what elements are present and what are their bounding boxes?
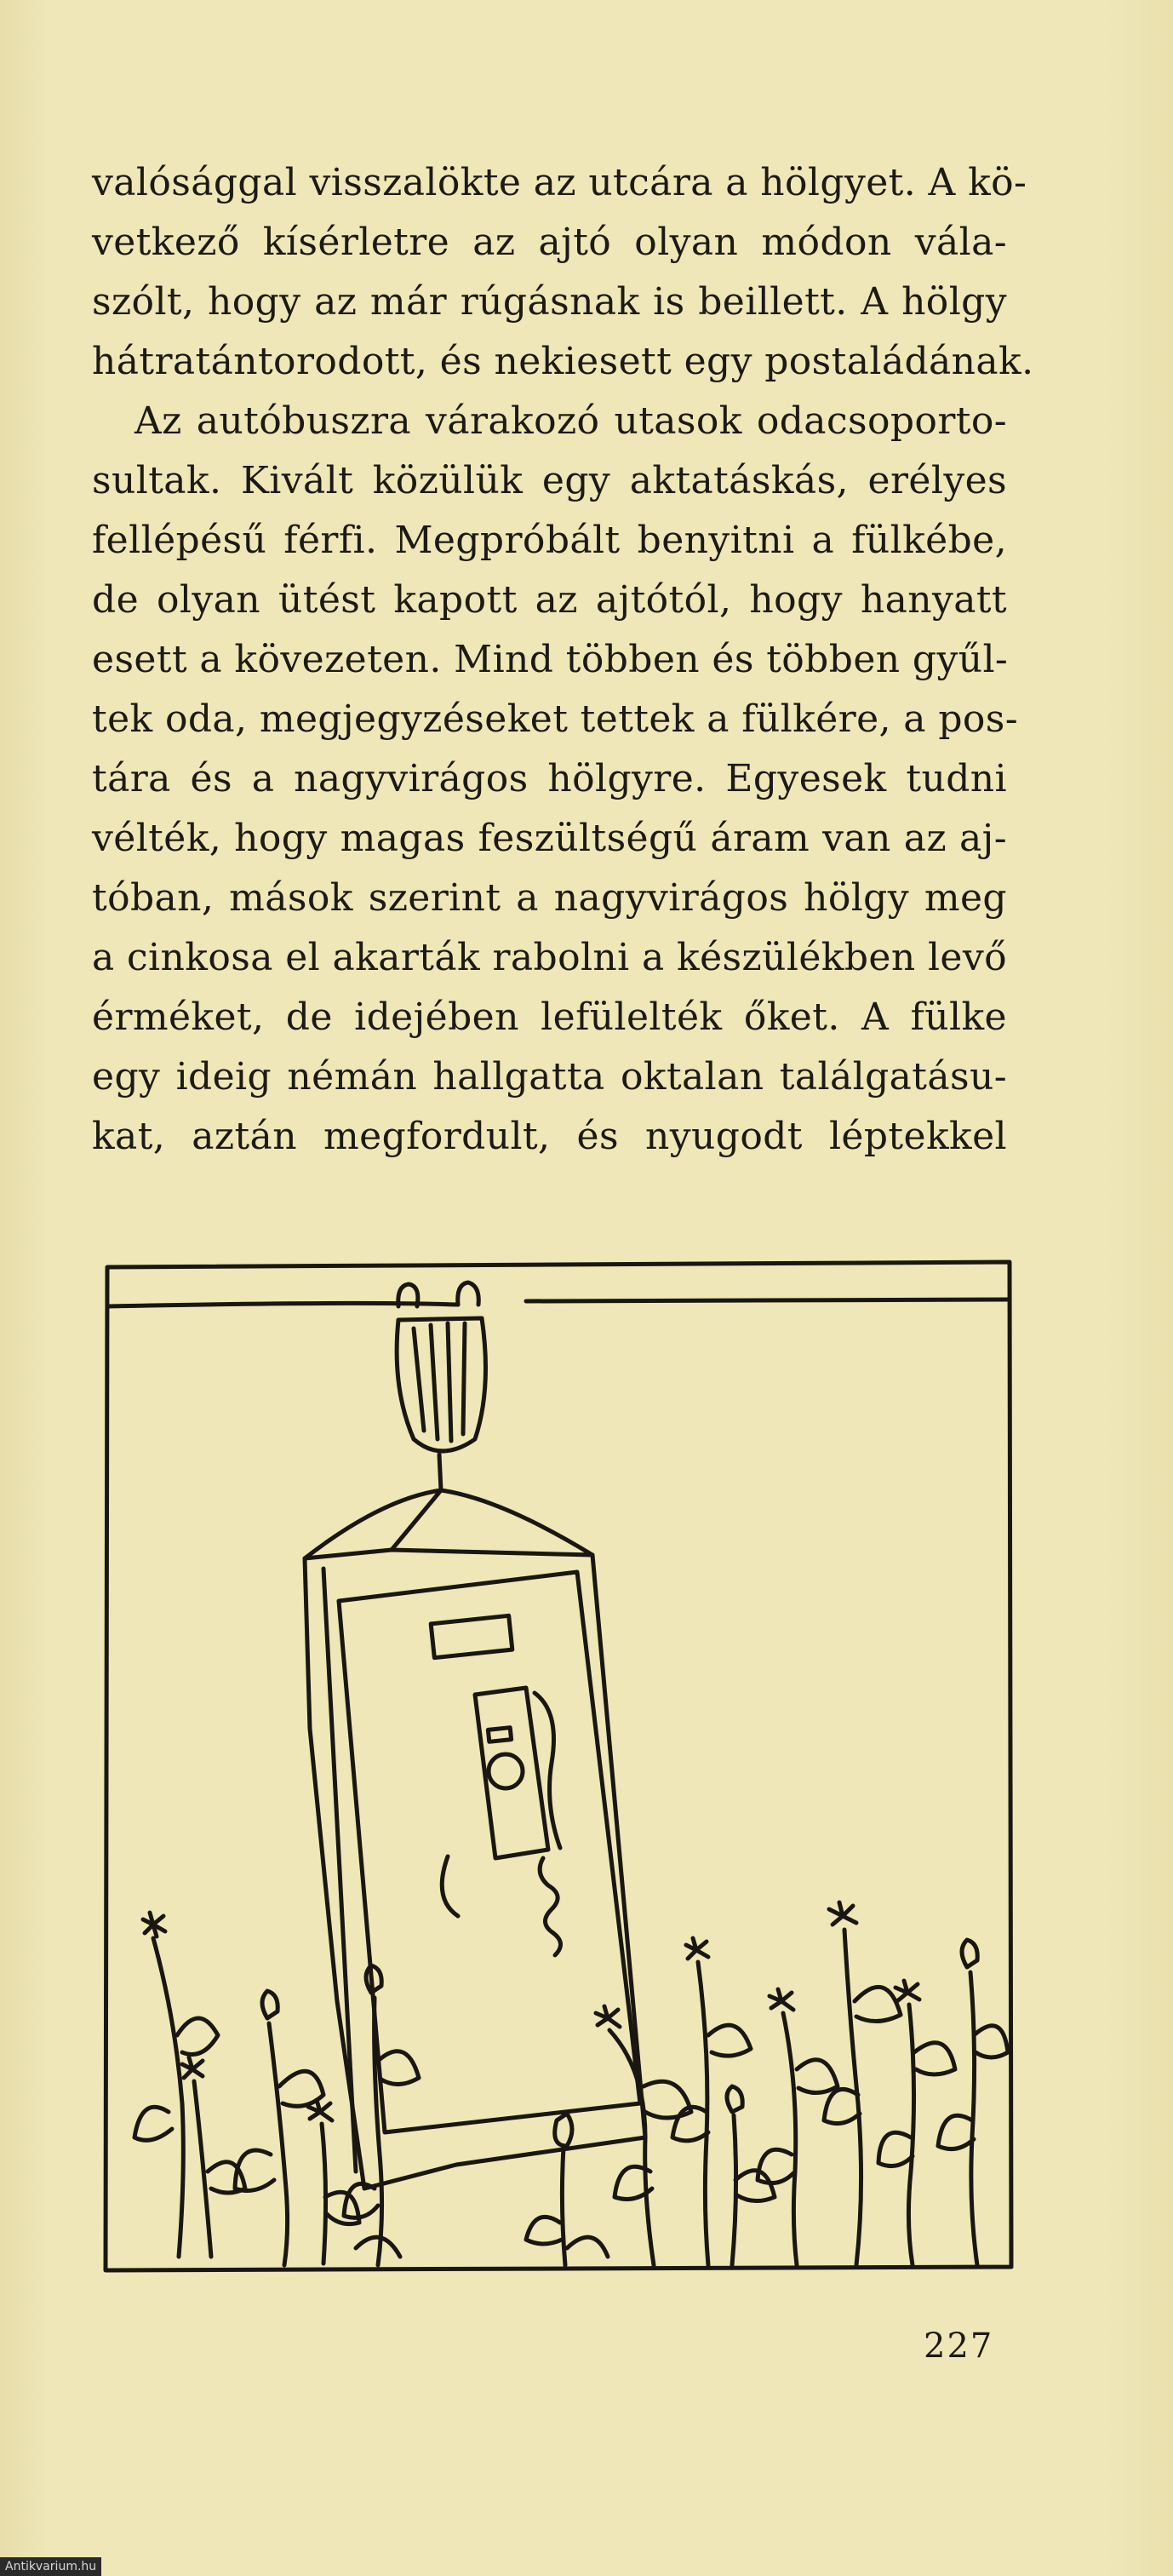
phone-booth — [305, 1555, 645, 2189]
page-number: 227 — [924, 2326, 994, 2366]
text-line: vélték, hogy magas feszültségű áram van az aj- — [92, 817, 1007, 860]
text-line: fellépésű férfi. Megpróbált benyitni a fülkébe, — [92, 519, 1007, 562]
phone-cord — [540, 1858, 560, 1955]
booth-roof — [305, 1490, 592, 1558]
top-bar — [107, 1299, 1010, 1306]
text-line: Az autóbuszra várakozó utasok odacsoporto- — [134, 399, 1007, 443]
booth-sign — [431, 1615, 512, 1657]
text-line: kat, aztán megfordult, és nyugodt léptekkel — [92, 1115, 1007, 1158]
telephone-icon — [475, 1688, 548, 1858]
text-line: tóban, mások szerint a nagyvirágos hölgy meg — [92, 876, 1007, 920]
text-line: hátratántorodott, és nekiesett egy postaládának. — [92, 340, 1034, 383]
text-line: tek oda, megjegyzéseket tettek a fülkére, a pos- — [92, 697, 1019, 741]
watermark-logo: Antikvarium.hu — [0, 2557, 101, 2576]
text-line: a cinkosa el akarták rabolni a készülékben levő — [92, 936, 1008, 979]
text-line: sultak. Kivált közülük egy aktatáskás, erélyes — [92, 459, 1007, 502]
text-line: szólt, hogy az már rúgásnak is beillett. A hölgy — [92, 280, 1007, 324]
hanger-basket — [397, 1318, 485, 1451]
text-line: valósággal visszalökte az utcára a hölgyet. A kö- — [92, 161, 1027, 204]
text-line: de olyan ütést kapott az ajtótól, hogy hanyatt — [92, 578, 1007, 622]
text-line: érméket, de idejében lefülelték őket. A fülke — [92, 995, 1007, 1039]
phone-booth-illustration — [100, 1252, 1020, 2282]
body-text — [92, 153, 1034, 1167]
text-line: esett a kövezeten. Mind többen és többen gyűl- — [92, 638, 1009, 681]
booth-door — [339, 1572, 640, 2132]
text-line: egy ideig némán hallgatta oktalan találgatásu- — [92, 1055, 1007, 1099]
flowers — [134, 1902, 1008, 2265]
text-line: tára és a nagyvirágos hölgyre. Egyesek tudni — [92, 757, 1007, 800]
phone-dial — [489, 1754, 523, 1788]
text-line: vetkező kísérletre az ajtó olyan módon vála- — [92, 221, 1007, 264]
